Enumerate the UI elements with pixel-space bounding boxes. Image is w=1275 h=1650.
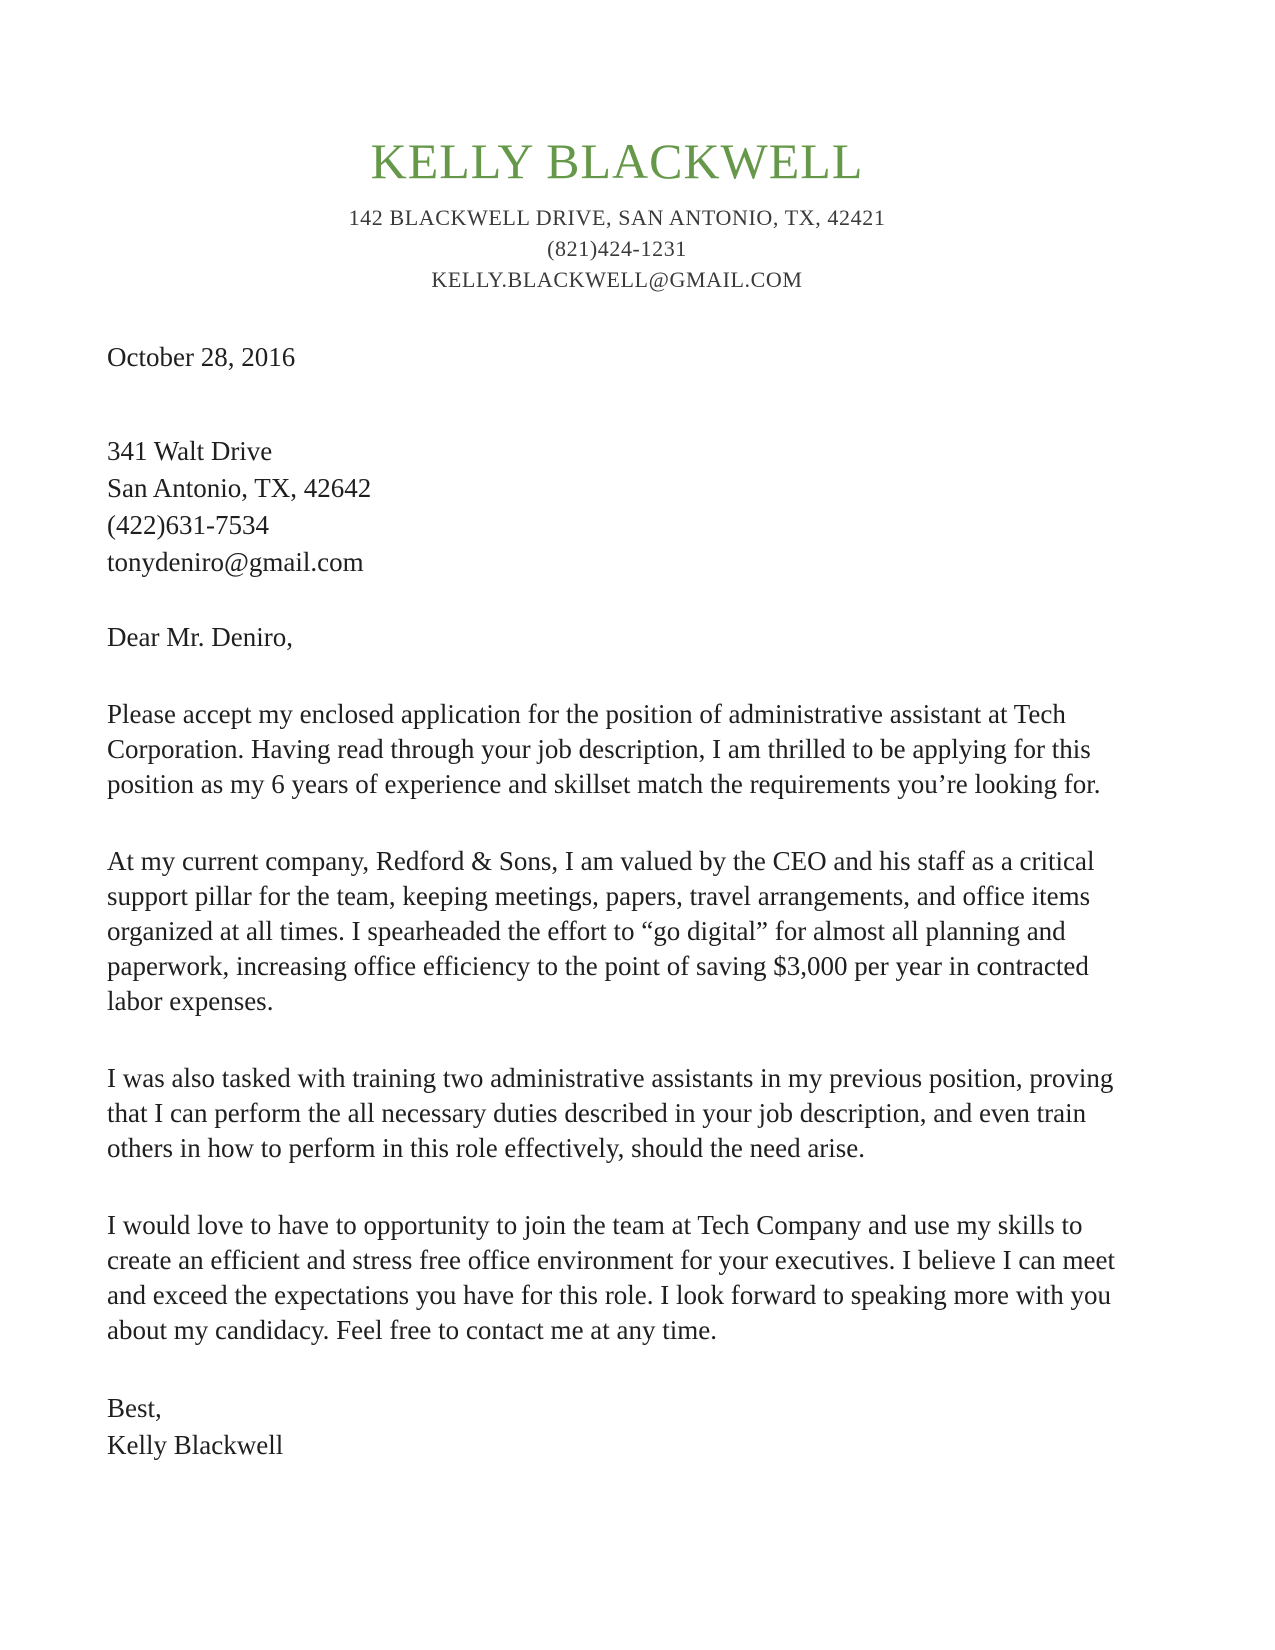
salutation: Dear Mr. Deniro,	[107, 622, 293, 652]
applicant-phone: (821)424-1231	[547, 236, 687, 261]
recipient-city-state-zip: San Antonio, TX, 42642	[107, 473, 372, 503]
signature-name: Kelly Blackwell	[107, 1430, 284, 1460]
valediction: Best,	[107, 1393, 162, 1423]
recipient-block	[107, 433, 1127, 581]
paragraph-closing-pitch: I would love to have to opportunity to join the team at Tech Company and use my skills to create an efficient and stress free office environment for your executives. I believe I can meet and exceed the expectations you have for this role. I look forward to speaking more with you about my candidacy. Feel free to contact me at any time.	[107, 1210, 1116, 1345]
letter-date: October 28, 2016	[107, 342, 296, 372]
letterhead	[107, 130, 1127, 295]
applicant-name: KELLY BLACKWELL	[370, 133, 864, 189]
letter-body	[107, 340, 1127, 1464]
recipient-street: 341 Walt Drive	[107, 436, 273, 466]
recipient-phone: (422)631-7534	[107, 510, 269, 540]
paragraph-training-experience: I was also tasked with training two administrative assistants in my previous position, proving that I can perform the all necessary duties described in your job description, and even train others in how to perform in this role effectively, should the need arise.	[107, 1063, 1114, 1163]
recipient-email: tonydeniro@gmail.com	[107, 547, 364, 577]
paragraph-introduction: Please accept my enclosed application for the position of administrative assistant at Tech Corporation. Having read through your job description, I am thrilled to be applying for this position as my 6 years of experience and skillset match the requirements you’re looking for.	[107, 699, 1101, 799]
applicant-address: 142 BLACKWELL DRIVE, SAN ANTONIO, TX, 42421	[348, 205, 886, 230]
closing-block	[107, 1390, 1127, 1464]
paragraph-current-company: At my current company, Redford & Sons, I am valued by the CEO and his staff as a critical support pillar for the team, keeping meetings, papers, travel arrangements, and office items organized at all times. I spearheaded the effort to “go digital” for almost all planning and paperwork, increasing office efficiency to the point of saving $3,000 per year in contracted labor expenses.	[107, 846, 1095, 1016]
applicant-email: KELLY.BLACKWELL@GMAIL.COM	[431, 267, 803, 292]
